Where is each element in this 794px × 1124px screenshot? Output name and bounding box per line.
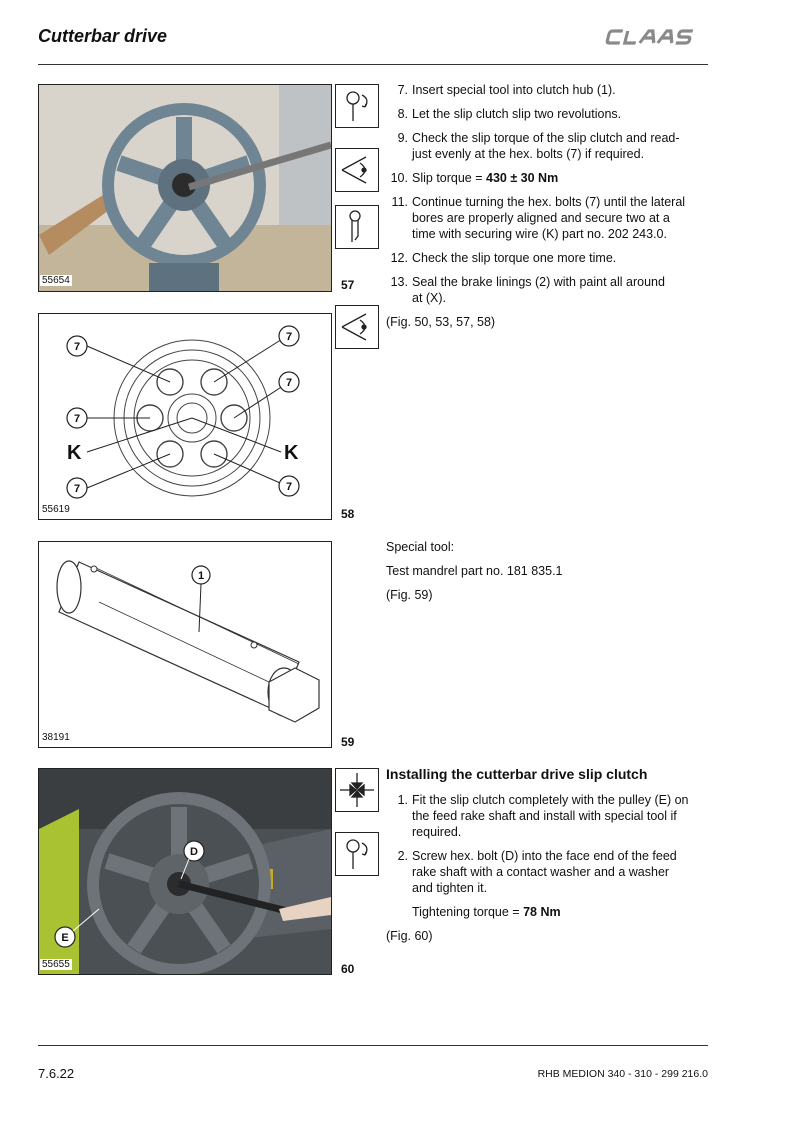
- callout-7: 7: [73, 483, 81, 495]
- figure-58-drawing: [38, 313, 332, 520]
- footer-rule: [38, 1045, 708, 1046]
- callout-d: D: [190, 846, 198, 858]
- press-fit-icon: [335, 768, 379, 812]
- figure-reference: (Fig. 60): [386, 929, 433, 943]
- figure-60-photo: [38, 768, 332, 975]
- callout-7: 7: [285, 377, 293, 389]
- figure-number: 57: [341, 278, 355, 292]
- page-title: Cutterbar drive: [38, 26, 168, 46]
- figure-number: 60: [341, 962, 355, 976]
- eye-inspect-icon: [335, 305, 379, 349]
- wrench-torque-icon: [335, 832, 379, 876]
- figure-code: 55654: [42, 275, 70, 286]
- tightening-torque: Tightening torque = 78 Nm: [412, 905, 561, 919]
- figure-reference: (Fig. 50, 53, 57, 58): [386, 315, 496, 329]
- figure-57-photo: [38, 84, 332, 292]
- callout-e: E: [61, 932, 69, 944]
- eye-inspect-icon: [335, 148, 379, 192]
- brand-logo: [604, 26, 708, 53]
- figure-code: 55619: [42, 504, 70, 515]
- callout-k: K: [284, 442, 299, 464]
- slip-torque-value: 430 ± 30 Nm: [486, 171, 559, 185]
- tightening-torque-value: 78 Nm: [523, 905, 561, 919]
- callout-7: 7: [73, 413, 81, 425]
- figure-reference: (Fig. 59): [386, 588, 433, 602]
- special-tool-item: Test mandrel part no. 181 835.1: [386, 564, 563, 578]
- figure-number: 58: [341, 507, 355, 521]
- callout-7: 7: [73, 341, 81, 353]
- procedure-steps-2: 1. Fit the slip clutch completely with the pulley (E) on the feed rake shaft and install with special tool if required. 2. Screw hex. bolt (D) into the face end of the feed rake shaft with a contact washer and a washer and tighten it. Tightening torque = 78 Nm (Fig. 60): [386, 793, 689, 943]
- wrench-torque-icon: [335, 84, 379, 128]
- callout-1: 1: [197, 570, 205, 582]
- page-number: 7.6.22: [38, 1066, 75, 1081]
- figure-code: 55655: [42, 959, 70, 970]
- header-rule: [38, 64, 708, 65]
- section-heading: Installing the cutterbar drive slip clutch: [386, 766, 648, 782]
- special-tool-label: Special tool:: [386, 540, 455, 554]
- figure-59-drawing: [38, 541, 332, 748]
- figure-number: 59: [341, 735, 355, 749]
- callout-7: 7: [285, 481, 293, 493]
- procedure-steps-1: 7. Insert special tool into clutch hub (1). 8. Let the slip clutch slip two revolutions. 9. Check the slip torque of the slip clutch and read- just evenly at the hex. bolts (7) if required. 10. Slip torque = 430 ± 30 Nm 11. Continue turning the hex. bolts (7) until the lateral bores are properly aligned and secure two at a time with securing wire (K) part no. 202 243.0. 12. Check the slip torque one more time. 13. Seal the brake linings (2) with paint all around at (X). (Fig. 50, 53, 57, 58): [386, 83, 686, 329]
- callout-7: 7: [285, 331, 293, 343]
- special-tool-block: [386, 539, 706, 603]
- cotter-pin-icon: [335, 205, 379, 249]
- callout-k: K: [67, 442, 82, 464]
- figure-code: 38191: [42, 732, 70, 743]
- document-code: RHB MEDION 340 - 310 - 299 216.0: [537, 1068, 708, 1080]
